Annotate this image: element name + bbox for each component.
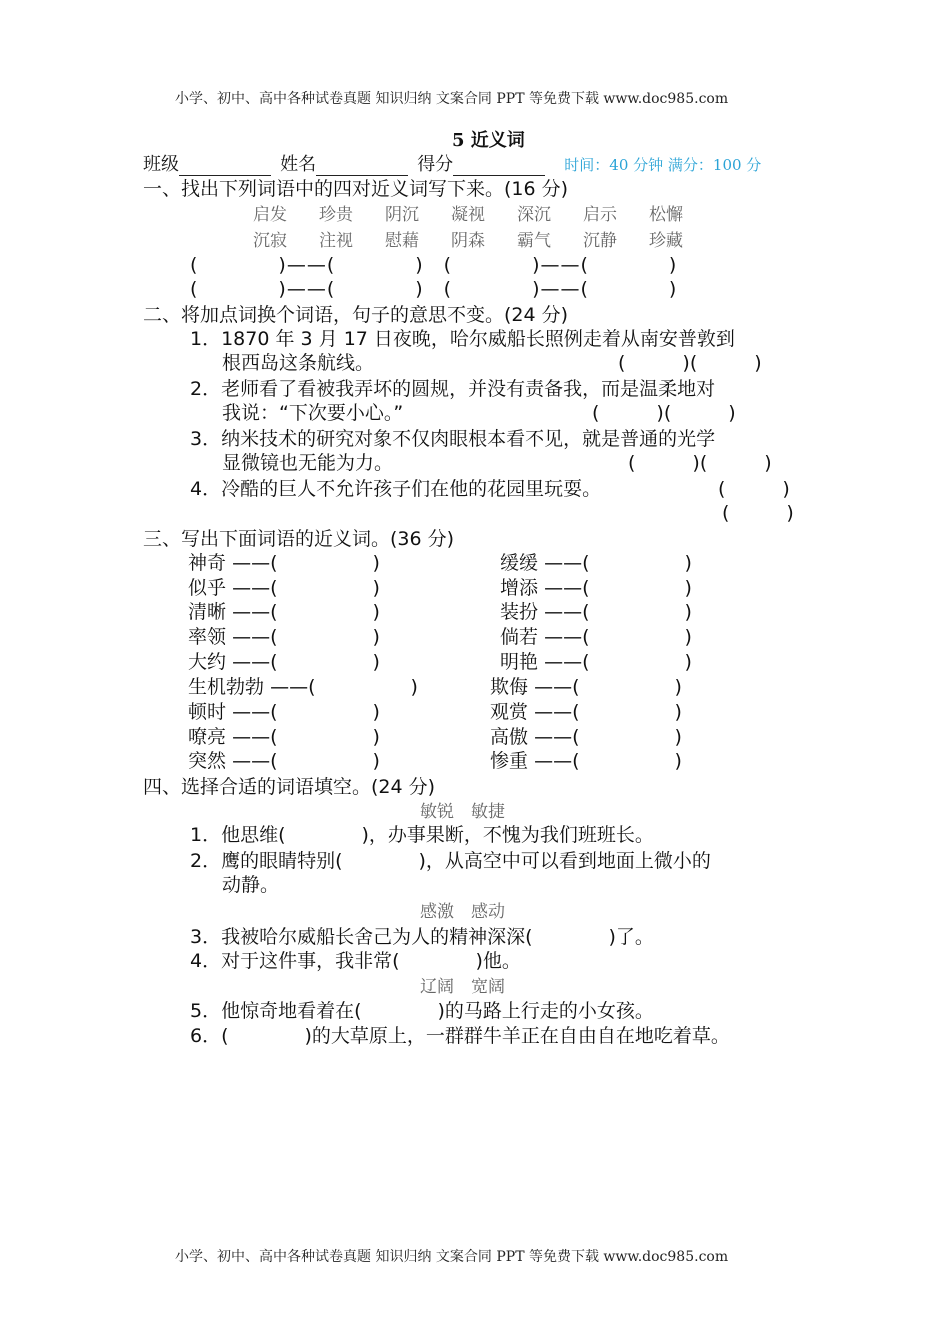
page-title: 5 近义词 <box>452 130 525 151</box>
answer-blank[interactable]: ——( ) <box>544 577 692 599</box>
s2-q1-line1: 1．1870 年 3 月 17 日夜晚，哈尔威船长照例走着从南安普敦到 <box>190 328 735 350</box>
s3-right-item <box>490 746 682 773</box>
word: 惨重 <box>490 750 529 772</box>
answer-blank[interactable]: ——( ) <box>544 651 692 673</box>
time-info: 时间：40 分钟 满分：100 分 <box>564 156 762 174</box>
s2-q3-line1: 3．纳米技术的研究对象不仅肉眼根本看不见，就是普通的光学 <box>190 428 716 450</box>
word: 高傲 <box>490 726 529 748</box>
s3-right-item <box>500 548 692 575</box>
answer-blank[interactable]: ——( ) <box>534 726 682 748</box>
s3-left-item <box>188 746 380 773</box>
answer-blank[interactable]: ——( ) <box>544 552 692 574</box>
s3-left-item <box>188 672 418 699</box>
s3-left-item <box>188 597 380 624</box>
answer-blank[interactable]: ——( ) <box>534 750 682 772</box>
s2-q4-blank[interactable]: ( ) <box>718 478 790 500</box>
word: 顿时 <box>188 701 227 723</box>
word: 嘹亮 <box>188 726 227 748</box>
word: 启发 <box>253 205 287 225</box>
word: 似乎 <box>188 577 227 599</box>
word: 生机勃勃 <box>188 676 265 698</box>
answer-blank[interactable]: ——( ) <box>232 577 380 599</box>
page-header: 小学、初中、高中各种试卷真题 知识归纳 文案合同 PPT 等免费下载 www.doc985.com <box>175 91 729 107</box>
s4-q3: 3．我被哈尔威船长舍己为人的精神深深( )了。 <box>190 926 654 948</box>
word: 倘若 <box>500 626 539 648</box>
s3-right-item <box>500 622 692 649</box>
s2-q2-blanks[interactable]: ( )( ) <box>592 402 736 424</box>
word: 率领 <box>188 626 227 648</box>
score-label: 得分 <box>417 154 454 175</box>
pair-blank-row[interactable]: ( )——( ) ( )——( ) <box>190 254 678 276</box>
word: 沉寂 <box>253 231 287 251</box>
s4-options-2: 感激 感动 <box>420 902 505 922</box>
s3-left-item <box>188 548 380 575</box>
word: 启示 <box>583 205 617 225</box>
section1-heading: 一、找出下列词语中的四对近义词写下来。(16 分) <box>143 178 569 200</box>
s3-right-item <box>500 597 692 624</box>
word: 神奇 <box>188 552 227 574</box>
word: 霸气 <box>517 231 551 251</box>
s4-options-1: 敏锐 敏捷 <box>420 802 505 822</box>
s2-q2-line2: 我说：“下次要小心。” <box>222 402 404 424</box>
word: 突然 <box>188 750 227 772</box>
word: 珍贵 <box>319 205 353 225</box>
s3-left-item <box>188 722 380 749</box>
s2-q3-blanks[interactable]: ( )( ) <box>628 452 772 474</box>
name-label: 姓名 <box>280 154 317 175</box>
s3-left-item <box>188 697 380 724</box>
word: 深沉 <box>517 205 551 225</box>
answer-blank[interactable]: ——( ) <box>544 626 692 648</box>
word: 明艳 <box>500 651 539 673</box>
s4-q2-line2: 动静。 <box>222 874 280 896</box>
section4-heading: 四、选择合适的词语填空。(24 分) <box>143 776 436 798</box>
answer-blank[interactable]: ——( ) <box>232 701 380 723</box>
s3-right-item <box>490 697 682 724</box>
s4-q2-line1: 2．鹰的眼睛特别( )，从高空中可以看到地面上微小的 <box>190 850 711 872</box>
s4-options-3: 辽阔 宽阔 <box>420 977 505 997</box>
answer-blank[interactable]: ——( ) <box>232 601 380 623</box>
word: 阴沉 <box>385 205 419 225</box>
class-label: 班级 <box>143 154 179 175</box>
s4-q1: 1．他思维( )，办事果断，不愧为我们班班长。 <box>190 824 654 846</box>
s4-q4: 4．对于这件事，我非常( )他。 <box>190 950 521 972</box>
s3-right-item <box>490 722 682 749</box>
word: 清晰 <box>188 601 227 623</box>
s2-q1-line2: 根西岛这条航线。 <box>222 352 375 374</box>
word: 慰藉 <box>385 231 419 251</box>
answer-blank[interactable]: ——( ) <box>534 676 682 698</box>
answer-blank[interactable]: ——( ) <box>232 750 380 772</box>
answer-blank[interactable]: ——( ) <box>544 601 692 623</box>
s3-left-item <box>188 622 380 649</box>
section2-heading: 二、将加点词换个词语，句子的意思不变。(24 分) <box>143 304 569 326</box>
word: 欺侮 <box>490 676 529 698</box>
answer-blank[interactable]: ——( ) <box>232 726 380 748</box>
pair-blank-row[interactable]: ( )——( ) ( )——( ) <box>190 278 678 300</box>
word: 观赏 <box>490 701 529 723</box>
section1-words-row1 <box>253 200 715 225</box>
s3-left-item <box>188 573 380 600</box>
s3-left-item <box>188 647 380 674</box>
answer-blank[interactable]: ——( ) <box>270 676 418 698</box>
s3-right-item <box>500 573 692 600</box>
answer-blank[interactable]: ——( ) <box>232 626 380 648</box>
s2-q3-line2: 显微镜也无能为力。 <box>222 452 394 474</box>
s2-q1-blanks[interactable]: ( )( ) <box>618 352 762 374</box>
answer-blank[interactable]: ——( ) <box>232 651 380 673</box>
word: 注视 <box>319 231 353 251</box>
page-footer: 小学、初中、高中各种试卷真题 知识归纳 文案合同 PPT 等免费下载 www.doc985.com <box>175 1249 729 1265</box>
word: 凝视 <box>451 205 485 225</box>
word: 装扮 <box>500 601 539 623</box>
word: 沉静 <box>583 231 617 251</box>
section1-words-row2 <box>253 226 715 251</box>
word: 松懈 <box>649 205 683 225</box>
word: 增添 <box>500 577 539 599</box>
info-line <box>143 150 761 176</box>
s3-right-item <box>490 672 682 699</box>
s2-q4-blank[interactable]: ( ) <box>722 502 794 524</box>
s2-q4: 4．冷酷的巨人不允许孩子们在他的花园里玩耍。 <box>190 478 602 500</box>
word: 大约 <box>188 651 227 673</box>
s4-q5: 5．他惊奇地看着在( )的马路上行走的小女孩。 <box>190 1000 654 1022</box>
s3-right-item <box>500 647 692 674</box>
answer-blank[interactable]: ——( ) <box>534 701 682 723</box>
answer-blank[interactable]: ——( ) <box>232 552 380 574</box>
word: 珍藏 <box>649 231 683 251</box>
s4-q6: 6．( )的大草原上，一群群牛羊正在自由自在地吃着草。 <box>190 1025 730 1047</box>
section3-heading: 三、写出下面词语的近义词。(36 分) <box>143 528 455 550</box>
s2-q2-line1: 2．老师看了看被我弄坏的圆规，并没有责备我，而是温柔地对 <box>190 378 716 400</box>
word: 缓缓 <box>500 552 539 574</box>
word: 阴森 <box>451 231 485 251</box>
